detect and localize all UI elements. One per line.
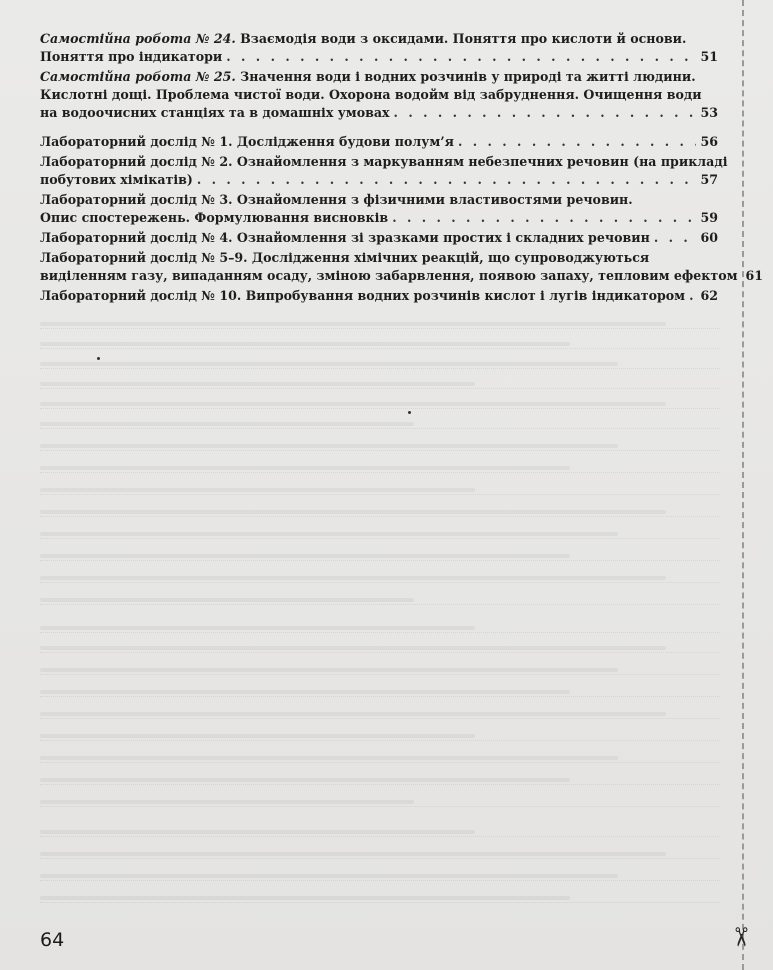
toc-entry-last-line	[40, 229, 718, 247]
toc-entry-lab-2[interactable]	[40, 153, 728, 189]
toc-entry-last-line	[40, 209, 718, 227]
toc-entry-last-line	[40, 133, 718, 151]
scissors-icon: ✂	[724, 926, 755, 948]
dot-leader	[689, 287, 696, 305]
toc-entry-independent-work-24[interactable]	[40, 30, 718, 66]
toc-entry-text: на водоочисних станціях та в домашніх умовах	[40, 105, 390, 120]
toc-entry-last-line	[40, 104, 718, 122]
dot-leader	[226, 48, 696, 66]
toc-entry-last-line	[40, 171, 718, 189]
toc-entry-text: Значення води і водних розчинів у природі та житті людини.	[235, 69, 696, 84]
toc-entry-line: Кислотні дощі. Проблема чистої води. Охорона водойм від забруднення. Очищення води	[40, 87, 702, 102]
dot-leader	[394, 104, 697, 122]
toc-entry-text: Лабораторний дослід № 1. Дослідження будови полум’я	[40, 134, 454, 149]
toc-entry-lab-10[interactable]	[40, 287, 718, 305]
toc-entry-text: Взаємодія води з оксидами. Поняття про кислоти й основи.	[235, 31, 687, 46]
toc-entry-line	[40, 68, 718, 86]
toc-entry-line: Лабораторний дослід № 5–9. Дослідження хімічних реакцій, що супроводжуються	[40, 250, 650, 265]
dot-leader	[197, 171, 697, 189]
print-speck	[97, 357, 100, 360]
toc-entry-text: Опис спостережень. Формулювання висновків	[40, 210, 389, 225]
toc-entry-text: виділенням газу, випаданням осаду, зміною забарвлення, появою запаху, тепловим ефектом	[40, 268, 738, 283]
toc-entry-lab-4[interactable]	[40, 229, 718, 247]
toc-entry-line: Лабораторний дослід № 2. Ознайомлення з маркуванням небезпечних речовин (на прикладі	[40, 154, 728, 169]
dot-leader	[392, 209, 696, 227]
toc-page-number: 59	[700, 210, 718, 225]
toc-page-number: 56	[700, 134, 718, 149]
toc-page-number: 51	[700, 49, 718, 64]
toc-entry-line	[40, 30, 718, 48]
toc-entry-text: Лабораторний дослід № 4. Ознайомлення зі зразками простих і складних речовин	[40, 230, 650, 245]
toc-entry-lab-1[interactable]	[40, 133, 718, 151]
toc-page-number: 60	[700, 230, 718, 245]
toc-entry-lab-3[interactable]	[40, 191, 718, 227]
print-speck	[408, 411, 411, 414]
toc-entry-lab-5-9[interactable]	[40, 249, 764, 285]
toc-page-number: 62	[700, 288, 718, 303]
toc-page-number: 53	[700, 105, 718, 120]
toc-entry-last-line	[40, 287, 718, 305]
toc-page-number: 57	[700, 172, 718, 187]
table-of-contents	[40, 30, 764, 307]
dot-leader	[458, 133, 697, 151]
toc-entry-last-line	[40, 267, 764, 285]
toc-entry-text: Поняття про індикатори	[40, 49, 223, 64]
toc-page-number: 61	[745, 268, 764, 283]
toc-entry-line: Лабораторний дослід № 3. Ознайомлення з фізичними властивостями речовин.	[40, 192, 633, 207]
toc-entry-italic-prefix: Самостійна робота № 24.	[40, 31, 236, 46]
toc-entry-last-line	[40, 48, 718, 66]
toc-entry-text: Лабораторний дослід № 10. Випробування водних розчинів кислот і лугів індикатором	[40, 288, 686, 303]
toc-entry-text: побутових хімікатів)	[40, 172, 193, 187]
dot-leader	[654, 229, 697, 247]
page-number: 64	[40, 929, 65, 951]
toc-entry-italic-prefix: Самостійна робота № 25.	[40, 69, 236, 84]
toc-entry-independent-work-25[interactable]	[40, 68, 718, 122]
cut-line	[742, 0, 744, 970]
